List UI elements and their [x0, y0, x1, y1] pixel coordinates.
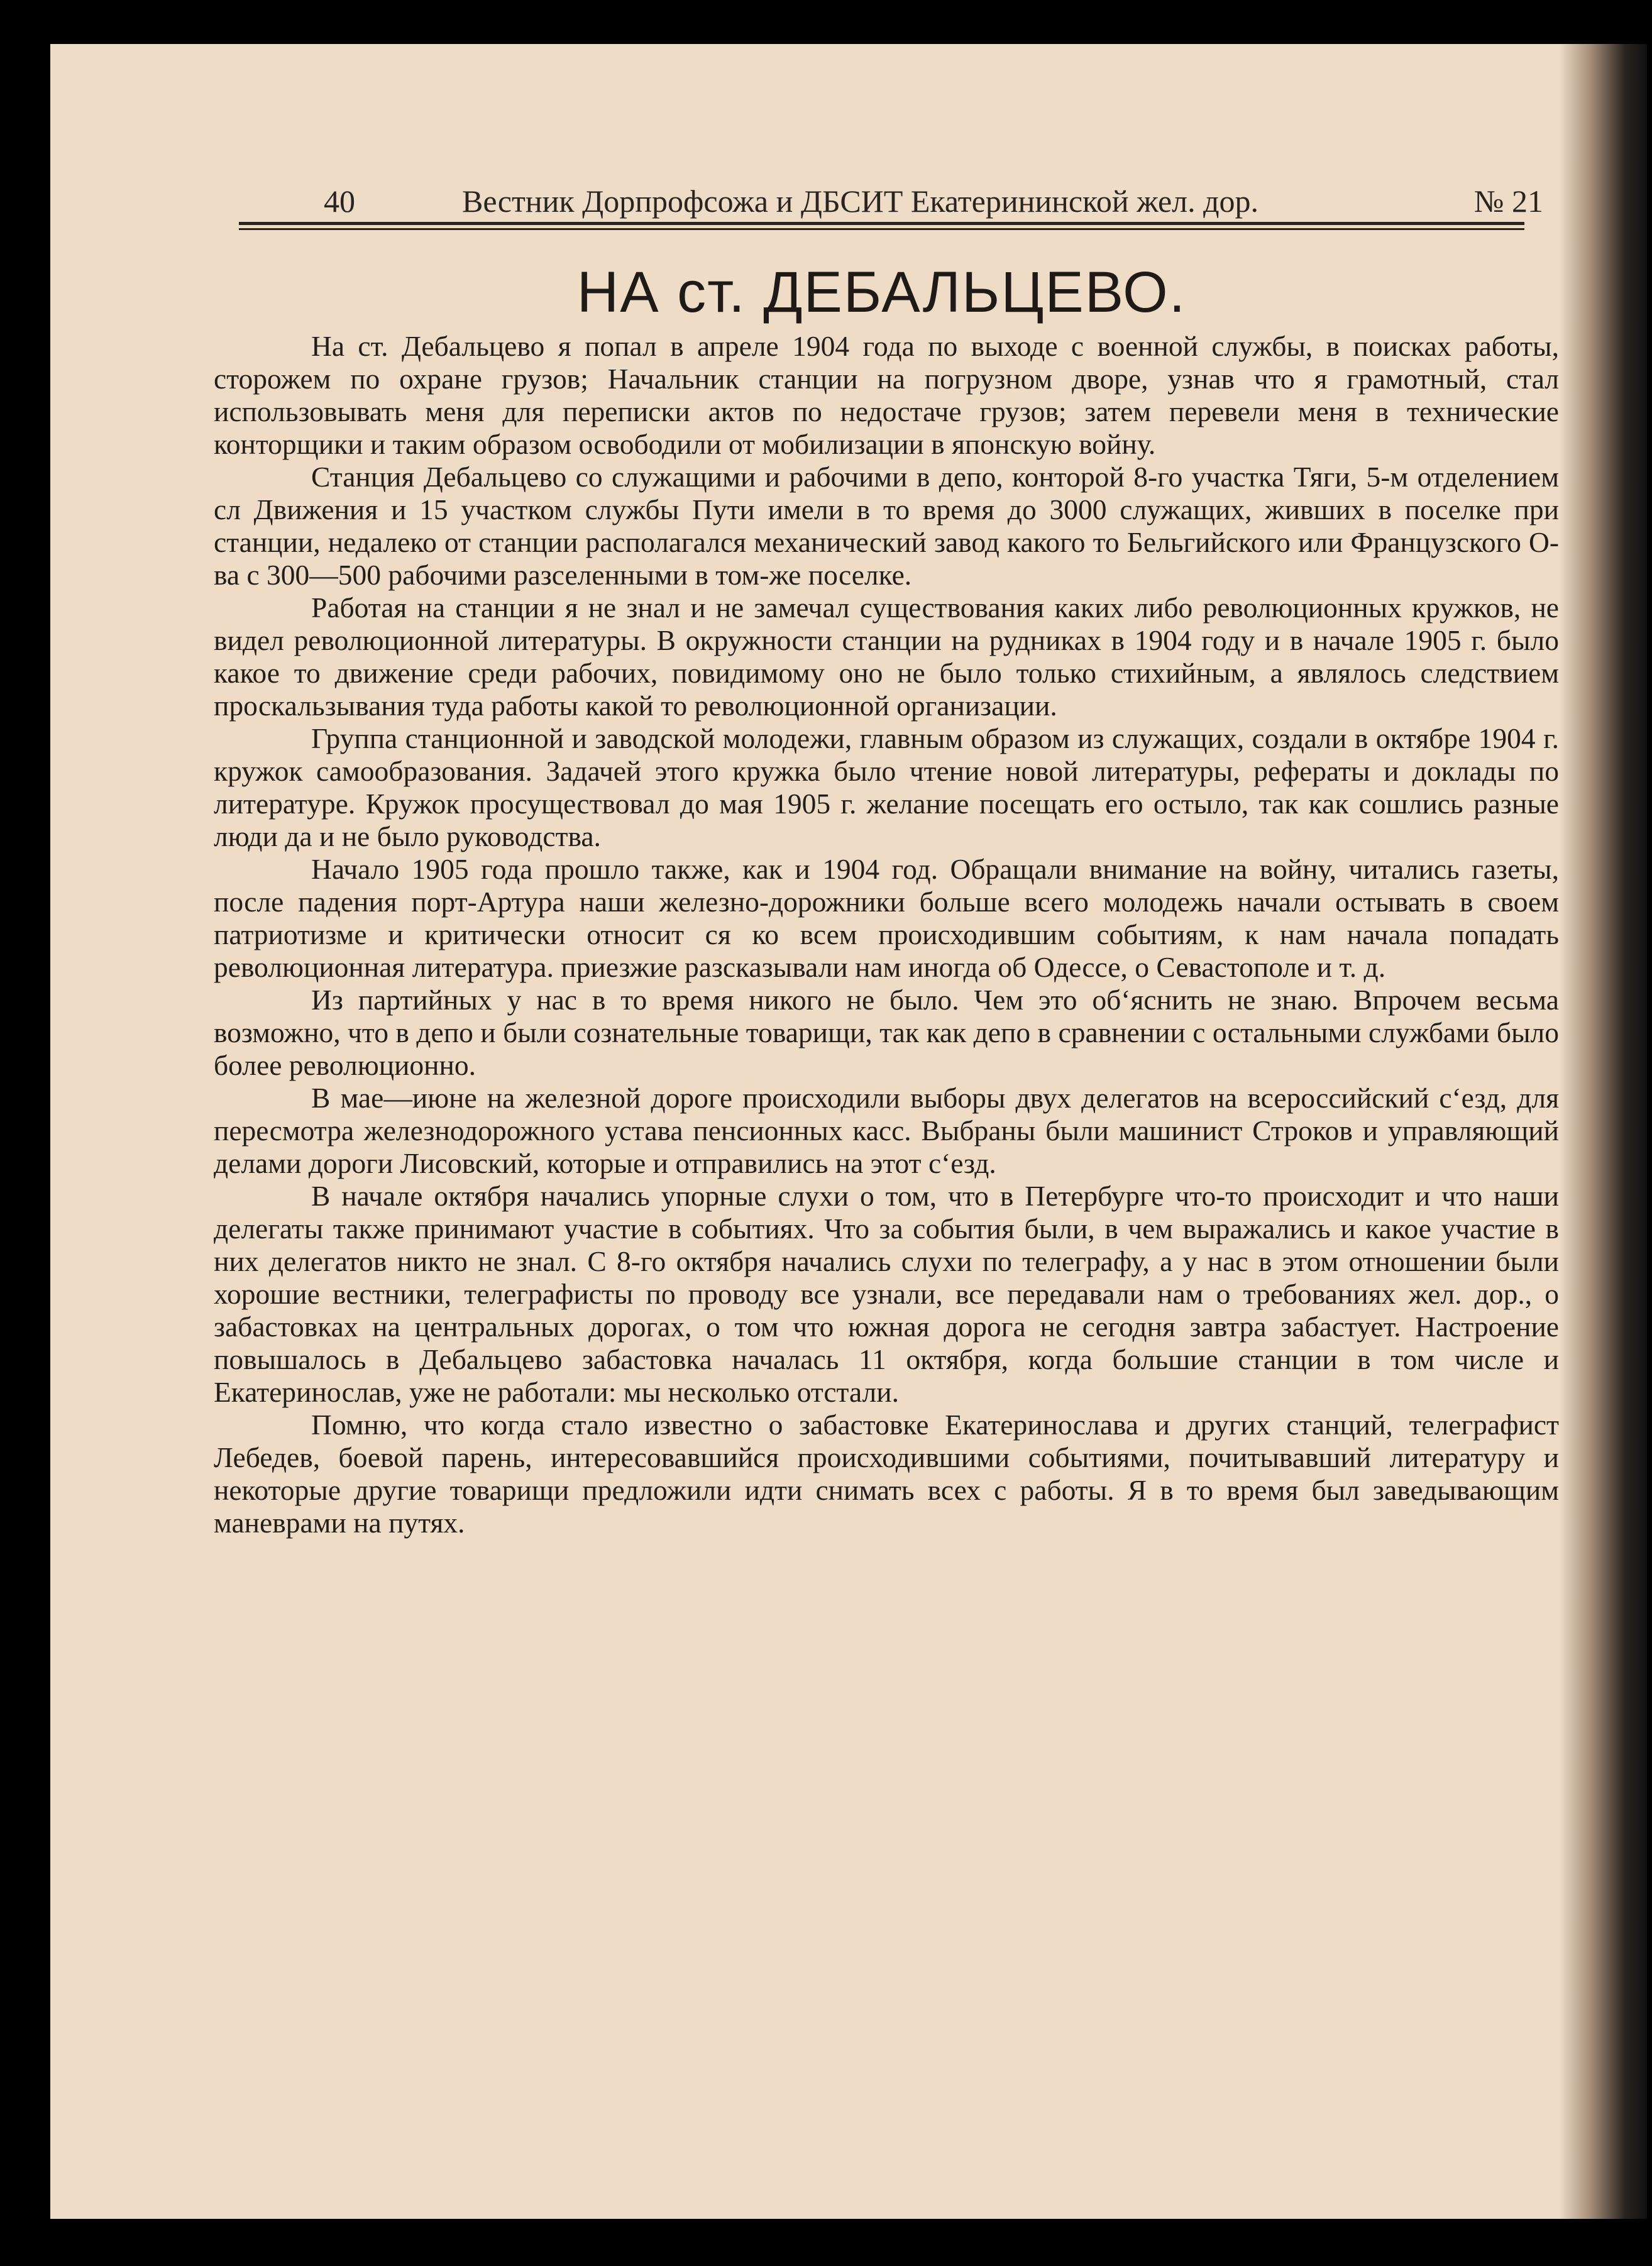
article-title: НА ст. ДЕБАЛЬЦЕВО.	[576, 260, 1187, 324]
paragraph: Группа станционной и заводской молодежи, главным образом из служащих, создали в октябре 1904 г. кружок самообразования. Задачей этого кружка было чтение новой литературы, рефераты и доклады по литературе. Кружок просуществовал до мая 1905 г. желание посещать его остыло, так как сошлись разные люди да и не было руководства.	[214, 722, 1559, 852]
book-page	[50, 44, 1647, 2219]
running-header	[236, 179, 1543, 223]
journal-title: Вестник Дорпрофсожа и ДБСИТ Екатерининской жел. дор.	[462, 184, 1259, 219]
paragraph: На ст. Дебальцево я попал в апреле 1904 года по выходе с военной службы, в поисках работы, сторожем по охране грузов; Начальник станции на погрузном дворе, узнав что я грамотный, стал использовывать меня для переписки актов по недостаче грузов; затем перевели меня в технические конторщики и таким образом освободили от мобилизации в японскую войну.	[214, 330, 1559, 460]
paragraph: Из партийных у нас в то время никого не было. Чем это об‘яснить не знаю. Впрочем весьма возможно, что в депо и были сознательные товарищи, так как депо в сравнении с остальными службами было более революционно.	[214, 984, 1559, 1081]
paragraph: В мае—июне на железной дороге происходили выборы двух делегатов на всероссийский с‘езд, для пересмотра железнодорожного устава пенсионных касс. Выбраны были машинист Строков и управляющий делами дороги Лисовский, которые и отправились на этот с‘езд.	[214, 1082, 1559, 1179]
header-rule-thick	[239, 222, 1524, 225]
paragraph: Работая на станции я не знал и не замечал существования каких либо революционных кружков, не видел революционной литературы. В окружности станции на рудниках в 1904 году и в начале 1905 г. было какое то движение среди рабочих, повидимому оно не было только стихийным, а являлось следствием проскальзывания туда работы какой то революционной организации.	[214, 591, 1559, 722]
article-body	[214, 330, 1559, 1539]
header-rule-thin	[239, 228, 1524, 230]
paragraph: Помню, что когда стало известно о забастовке Екатеринослава и других станций, телеграфист Лебедев, боевой парень, интересовавшийся происходившими событиями, почитывавший литературу и некоторые другие товарищи предложили идти снимать всех с работы. Я в то время был заведывающим маневрами на путях.	[214, 1409, 1559, 1539]
paragraph: Станция Дебальцево со служащими и рабочими в депо, конторой 8-го участка Тяги, 5-м отделением сл Движения и 15 участком службы Пути имели в то время до 3000 служащих, живших в поселке при станции, недалеко от станции располагался механический завод какого то Бельгийского или Французского О-ва с 300—500 рабочими разселенными в том-же поселке.	[214, 461, 1559, 591]
paragraph: Начало 1905 года прошло также, как и 1904 год. Обращали внимание на войну, читались газеты, после падения порт-Артура наши железно-дорожники больше всего молодежь начали остывать в своем патриотизме и критически относит ся ко всем происходившим событиям, к нам начала попадать революционная литература. приезжие разсказывали нам иногда об Одессе, о Севастополе и т. д.	[214, 853, 1559, 983]
page-number: 40	[324, 184, 355, 219]
binding-shadow	[1559, 44, 1647, 2219]
paragraph: В начале октября начались упорные слухи о том, что в Петербурге что-то происходит и что наши делегаты также принимают участие в событиях. Что за события были, в чем выражались и какое участие в них делегатов никто не знал. С 8-го октября начались слухи по телеграфу, а у нас в этом отношении были хорошие вестники, телеграфисты по проводу все узнали, все передавали нам о требованиях жел. дор., о забастовках на центральных дорогах, о том что южная дорога не сегодня завтра забастует. Настроение повышалось в Дебальцево забастовка началась 11 октября, когда большие станции в том числе и Екатеринослав, уже не работали: мы несколько отстали.	[214, 1180, 1559, 1408]
issue-number: № 21	[1473, 184, 1543, 219]
